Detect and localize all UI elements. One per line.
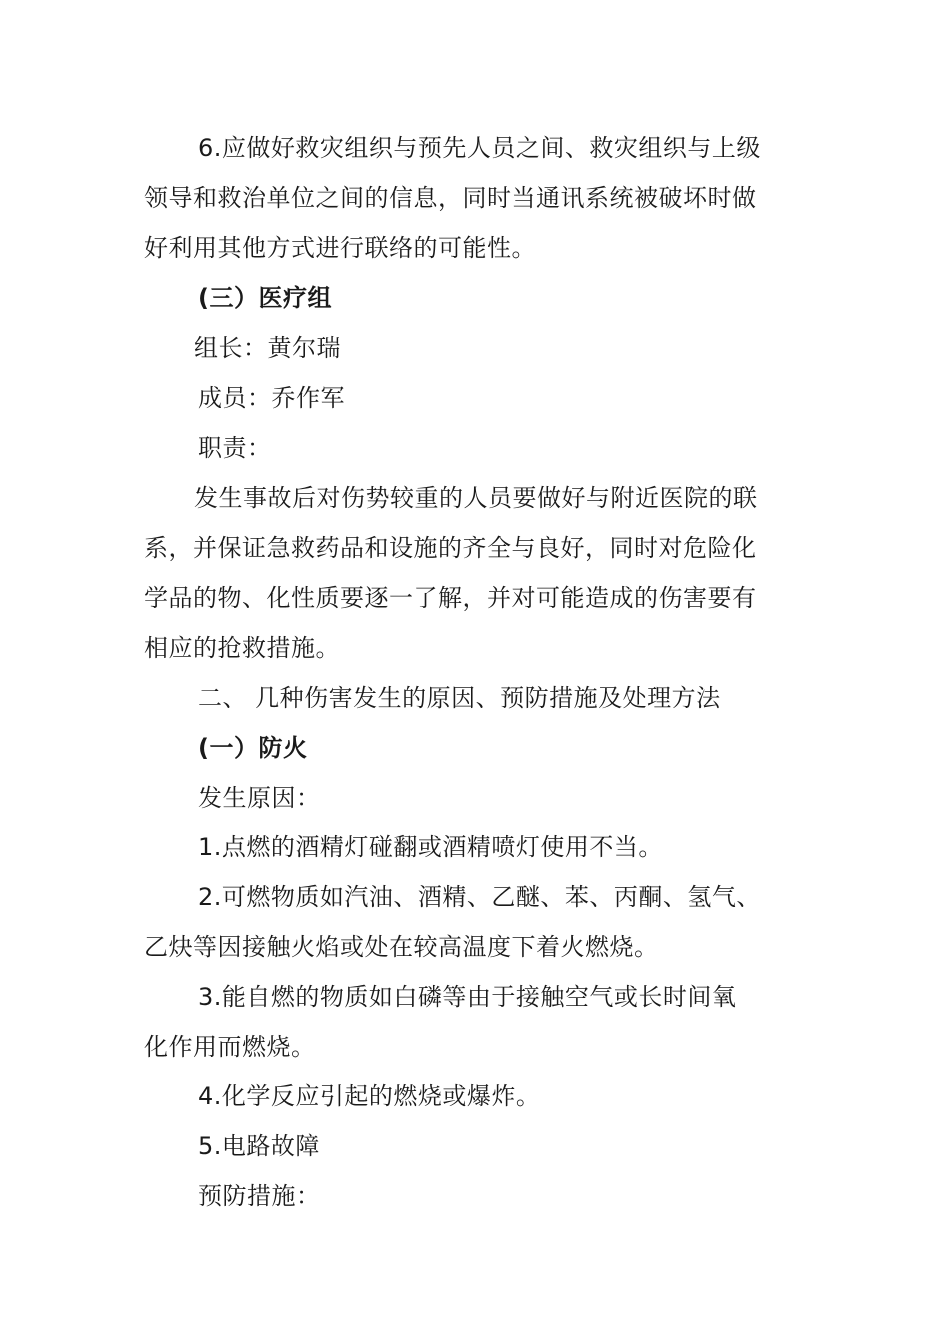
- team-members-line: 成员：乔作军: [198, 384, 345, 412]
- causes-label: 发生原因：: [198, 784, 321, 812]
- list-item: 3.能自燃的物质如白磷等由于接触空气或长时间氧: [198, 983, 737, 1011]
- chapter-heading: 二、 几种伤害发生的原因、预防措施及处理方法: [198, 684, 721, 712]
- paragraph-line: 好利用其他方式进行联络的可能性。: [144, 234, 536, 262]
- section-heading-fire-prevention: (一）防火: [198, 734, 308, 762]
- duties-label: 职责：: [198, 434, 272, 462]
- team-leader-line: 组长：黄尔瑞: [194, 334, 341, 362]
- prevention-label: 预防措施：: [198, 1182, 321, 1210]
- list-item-continuation: 乙炔等因接触火焰或处在较高温度下着火燃烧。: [144, 933, 659, 961]
- list-item: 2.可燃物质如汽油、酒精、乙醚、苯、丙酮、氢气、: [198, 883, 761, 911]
- list-item: 4.化学反应引起的燃烧或爆炸。: [198, 1082, 541, 1110]
- paragraph-line: 发生事故后对伤势较重的人员要做好与附近医院的联: [194, 484, 758, 512]
- paragraph-line: 相应的抢救措施。: [144, 634, 340, 662]
- paragraph-line: 学品的物、化性质要逐一了解，并对可能造成的伤害要有: [144, 584, 757, 612]
- paragraph-line: 系，并保证急救药品和设施的齐全与良好，同时对危险化: [144, 534, 757, 562]
- list-item: 5.电路故障: [198, 1132, 320, 1160]
- section-heading-medical-team: (三）医疗组: [198, 284, 332, 312]
- paragraph-line: 6.应做好救灾组织与预先人员之间、救灾组织与上级: [198, 134, 761, 162]
- paragraph-line: 领导和救治单位之间的信息，同时当通讯系统被破坏时做: [144, 184, 757, 212]
- list-item: 1.点燃的酒精灯碰翻或酒精喷灯使用不当。: [198, 833, 663, 861]
- list-item-continuation: 化作用而燃烧。: [144, 1033, 316, 1061]
